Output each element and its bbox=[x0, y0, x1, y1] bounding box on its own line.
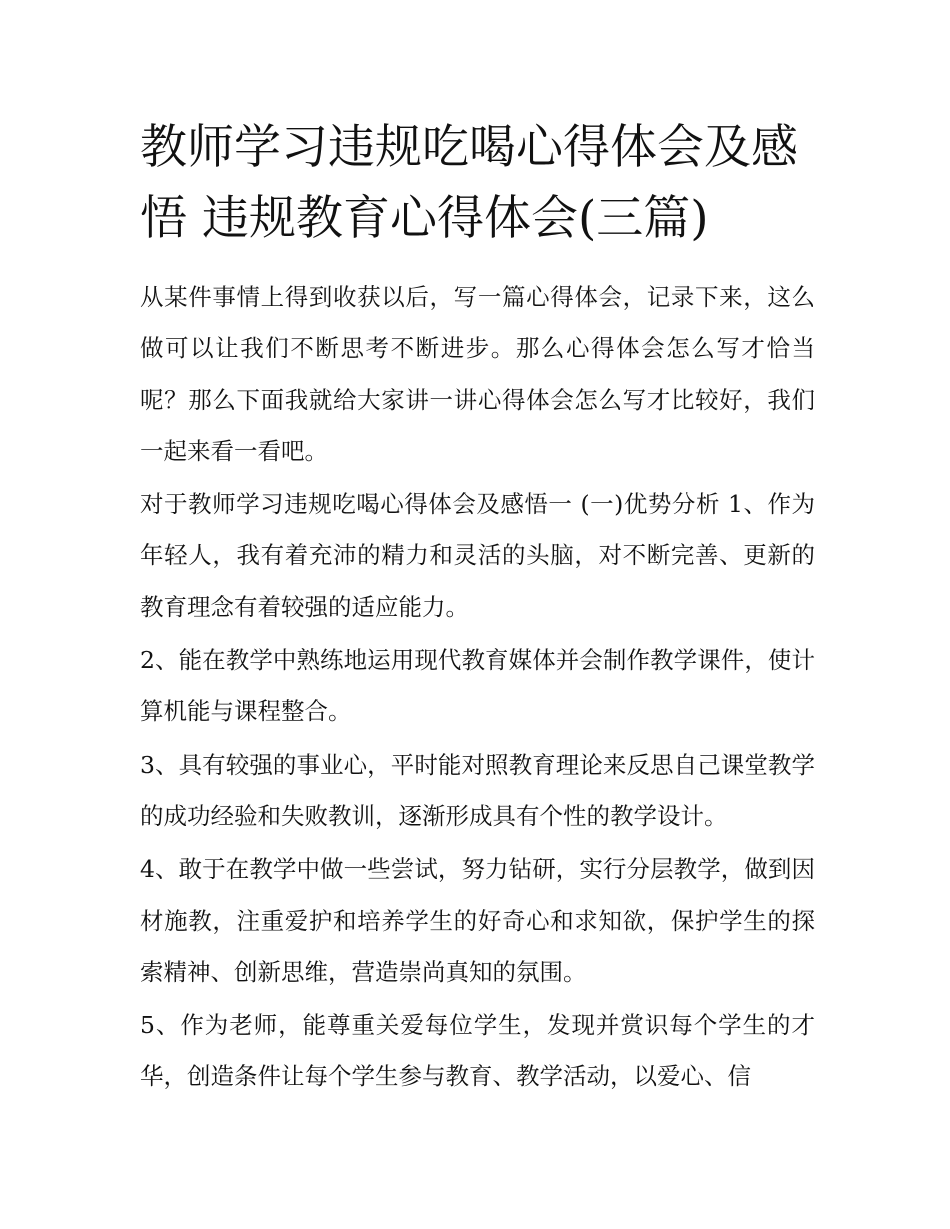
document-body bbox=[140, 272, 815, 1103]
document-title: 教师学习违规吃喝心得体会及感悟 违规教育心得体会(三篇) bbox=[140, 120, 798, 246]
paragraph-advantage-3: 3、具有较强的事业心，平时能对照教育理论来反思自己课堂教学的成功经验和失败教训，逐渐形成具有个性的教学设计。 bbox=[140, 750, 815, 830]
paragraph-advantage-4: 4、敢于在教学中做一些尝试，努力钻研，实行分层教学，做到因材施教，注重爱护和培养学生的好奇心和求知欲，保护学生的探索精神、创新思维，营造崇尚真知的氛围。 bbox=[140, 855, 815, 986]
paragraph-advantage-5: 5、作为老师，能尊重关爱每位学生，发现并赏识每个学生的才华，创造条件让每个学生参与教育、教学活动，以爱心、信 bbox=[140, 1011, 815, 1091]
intro-paragraph: 从某件事情上得到收获以后，写一篇心得体会，记录下来，这么做可以让我们不断思考不断进步。那么心得体会怎么写才恰当呢？那么下面我就给大家讲一讲心得体会怎么写才比较好，我们一起来看一看吧。 bbox=[140, 283, 815, 465]
paragraph-advantage-2: 2、能在教学中熟练地运用现代教育媒体并会制作教学课件，使计算机能与课程整合。 bbox=[140, 646, 815, 726]
document-content bbox=[140, 112, 815, 1105]
paragraph-advantage-1: 对于教师学习违规吃喝心得体会及感悟一 (一)优势分析 1、作为年轻人，我有着充沛的精力和灵活的头脑，对不断完善、更新的教育理念有着较强的适应能力。 bbox=[140, 490, 815, 621]
